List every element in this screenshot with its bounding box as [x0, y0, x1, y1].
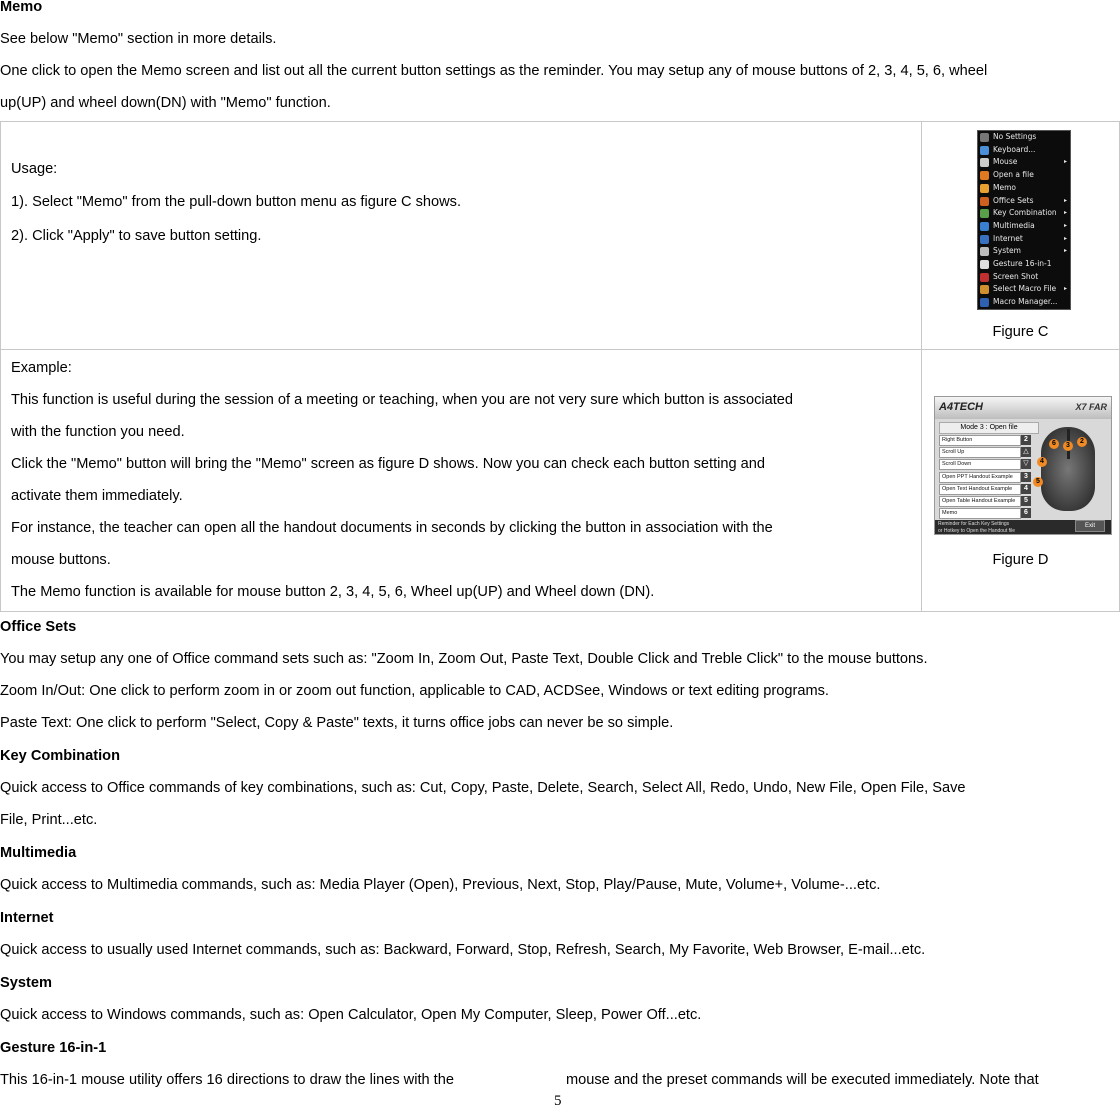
submenu-arrow-icon: ▸	[1063, 221, 1067, 229]
menu-item-label: Screen Shot	[993, 271, 1039, 281]
memo-row[interactable]: Memo	[939, 508, 1021, 519]
system-line-1: Quick access to Windows commands, such as: Open Calculator, Open My Computer, Sleep, Power Off...etc.	[0, 1007, 702, 1023]
memo-screen-figure	[934, 396, 1112, 535]
folder-icon	[980, 171, 989, 180]
menu-item[interactable]	[978, 195, 1070, 208]
macro-icon	[980, 285, 989, 294]
exit-button[interactable]: Exit	[1075, 520, 1105, 532]
figure-d-caption: Figure D	[992, 552, 1049, 568]
memo-screen-header	[935, 397, 1111, 419]
menu-item-label: Memo	[993, 182, 1016, 192]
office-sets-line-3: Paste Text: One click to perform "Select, Copy & Paste" texts, it turns office jobs can never be so simple.	[0, 715, 674, 731]
example-line-6: mouse buttons.	[11, 552, 111, 568]
menu-item-label: Gesture 16-in-1	[993, 259, 1052, 268]
memo-icon	[980, 184, 989, 193]
example-line-7: The Memo function is available for mouse button 2, 3, 4, 5, 6, Wheel up(UP) and Wheel down (DN).	[11, 584, 655, 600]
brand-logo: A4TECH	[939, 401, 984, 413]
key-combination-line-2: File, Print...etc.	[0, 812, 98, 828]
submenu-arrow-icon: ▸	[1063, 285, 1067, 293]
macro-manager-icon	[980, 298, 989, 307]
mouse-dot-6: 6	[1049, 439, 1059, 449]
internet-heading: Internet	[0, 910, 54, 926]
memo-row[interactable]: Open Table Handout Example	[939, 496, 1021, 507]
multimedia-line-1: Quick access to Multimedia commands, such as: Media Player (Open), Previous, Next, Stop, Play/Pause, Mute, Volume+, Volume-...etc.	[0, 877, 881, 893]
menu-item-label: Open a file	[993, 170, 1034, 180]
mouse-dot-2: 2	[1077, 437, 1087, 447]
menu-item[interactable]	[978, 144, 1070, 157]
footer-line-1: Reminder for Each Key Settings	[938, 521, 1010, 527]
menu-item-label: Key Combination	[993, 208, 1057, 218]
menu-item[interactable]	[978, 169, 1070, 182]
key-combination-heading: Key Combination	[0, 748, 120, 764]
menu-item[interactable]	[978, 182, 1070, 195]
gesture-line-part-b: mouse and the preset commands will be executed immediately. Note that	[566, 1072, 1039, 1088]
menu-item[interactable]	[978, 245, 1070, 258]
memo-row-button-number: 3	[1021, 472, 1031, 482]
memo-line-3: up(UP) and wheel down(DN) with "Memo" function.	[0, 95, 331, 111]
example-line-2: with the function you need.	[11, 424, 185, 440]
key-icon	[980, 209, 989, 218]
office-sets-line-2: Zoom In/Out: One click to perform zoom in or zoom out function, applicable to CAD, ACDSee, Windows or text editing programs.	[0, 683, 829, 699]
multimedia-heading: Multimedia	[0, 845, 77, 861]
office-icon	[980, 197, 989, 206]
internet-icon	[980, 235, 989, 244]
example-line-5: For instance, the teacher can open all the handout documents in seconds by clicking the button in association with the	[11, 520, 773, 536]
mouse-illustration	[1036, 427, 1095, 511]
mouse-dot-3: 3	[1063, 441, 1073, 451]
memo-row-button-number: 4	[1021, 484, 1031, 494]
system-icon	[980, 247, 989, 256]
gesture-line-part-a: This 16-in-1 mouse utility offers 16 directions to draw the lines with the	[0, 1072, 454, 1088]
none-icon	[980, 133, 989, 142]
menu-item-label: Keyboard...	[993, 144, 1036, 154]
memo-row-button-number: 2	[1021, 435, 1031, 445]
menu-item[interactable]	[978, 271, 1070, 284]
office-sets-line-1: You may setup any one of Office command sets such as: "Zoom In, Zoom Out, Paste Text, Double Click and Treble Click" to the mouse buttons.	[0, 651, 928, 667]
memo-row-button-number: ▽	[1021, 459, 1031, 469]
memo-table	[0, 121, 1120, 612]
memo-heading: Memo	[0, 0, 43, 15]
memo-row-button-number: 5	[1021, 496, 1031, 506]
figure-c-caption: Figure C	[992, 324, 1049, 340]
menu-item-label: System	[993, 246, 1021, 256]
memo-row[interactable]: Right Button	[939, 435, 1021, 446]
button-menu-figure	[977, 130, 1071, 310]
submenu-arrow-icon: ▸	[1063, 196, 1067, 204]
example-line-4: activate them immediately.	[11, 488, 183, 504]
menu-item-label: Select Macro File	[993, 284, 1057, 294]
menu-item[interactable]	[978, 131, 1070, 144]
keyboard-icon	[980, 146, 989, 155]
memo-mode-title: Mode 3 : Open file	[939, 422, 1039, 434]
screenshot-icon	[980, 273, 989, 282]
menu-item[interactable]	[978, 207, 1070, 220]
example-line-1: This function is useful during the session of a meeting or teaching, when you are not very sure which button is associated	[11, 392, 794, 408]
mouse-dot-4: 4	[1037, 457, 1047, 467]
usage-cell	[1, 122, 922, 350]
menu-item[interactable]	[978, 258, 1070, 271]
memo-screen-footer	[935, 520, 1111, 534]
menu-item-label: Office Sets	[993, 195, 1034, 205]
memo-row[interactable]: Open Text Handout Example	[939, 484, 1021, 495]
system-heading: System	[0, 975, 52, 991]
memo-row-button-number: △	[1021, 447, 1031, 457]
memo-row[interactable]: Scroll Down	[939, 459, 1021, 470]
submenu-arrow-icon: ▸	[1063, 158, 1067, 166]
memo-row-button-number: 6	[1021, 508, 1031, 518]
usage-title: Usage:	[11, 161, 58, 177]
menu-item[interactable]	[978, 296, 1070, 309]
menu-item-label: No Settings	[993, 132, 1037, 141]
media-icon	[980, 222, 989, 231]
usage-step-2: 2). Click "Apply" to save button setting.	[11, 228, 262, 244]
submenu-arrow-icon: ▸	[1063, 209, 1067, 217]
memo-line-2: One click to open the Memo screen and list out all the current button settings as the reminder. You may setup any of mouse buttons of 2, 3, 4, 5, 6, wheel	[0, 63, 988, 79]
footer-line-2: or Hotkey to Open the Handout file	[938, 528, 1015, 534]
menu-item[interactable]	[978, 283, 1070, 296]
gesture-heading: Gesture 16-in-1	[0, 1040, 107, 1056]
menu-item-label: Macro Manager...	[993, 297, 1058, 307]
mouse-dot-5: 5	[1033, 477, 1043, 487]
office-sets-heading: Office Sets	[0, 619, 77, 635]
example-title: Example:	[11, 360, 72, 376]
internet-line-1: Quick access to usually used Internet commands, such as: Backward, Forward, Stop, Refresh, Search, My Favorite, Web Browser, E-mail...etc.	[0, 942, 926, 958]
menu-item-label: Mouse	[993, 157, 1018, 167]
memo-line-1: See below "Memo" section in more details.	[0, 31, 277, 47]
key-combination-line-1: Quick access to Office commands of key combinations, such as: Cut, Copy, Paste, Delete, Search, Select All, Redo, Undo, New File, Open File, Save	[0, 780, 966, 796]
memo-row[interactable]: Open PPT Handout Example	[939, 472, 1021, 483]
example-line-3: Click the "Memo" button will bring the "Memo" screen as figure D shows. Now you can check each button setting and	[11, 456, 766, 472]
menu-item-label: Multimedia	[993, 220, 1035, 230]
menu-item[interactable]	[978, 220, 1070, 233]
page-number: 5	[554, 1093, 562, 1109]
memo-row[interactable]: Scroll Up	[939, 447, 1021, 458]
product-logo: X7 FAR	[1075, 402, 1107, 412]
example-cell	[1, 350, 922, 612]
mouse-icon	[980, 158, 989, 167]
menu-item[interactable]	[978, 156, 1070, 169]
gesture-icon	[980, 260, 989, 269]
submenu-arrow-icon: ▸	[1063, 247, 1067, 255]
usage-step-1: 1). Select "Memo" from the pull-down button menu as figure C shows.	[11, 194, 461, 210]
figure-d-cell	[922, 350, 1120, 612]
submenu-arrow-icon: ▸	[1063, 234, 1067, 242]
figure-c-cell	[922, 122, 1120, 350]
menu-item[interactable]	[978, 233, 1070, 246]
menu-item-label: Internet	[993, 233, 1023, 243]
